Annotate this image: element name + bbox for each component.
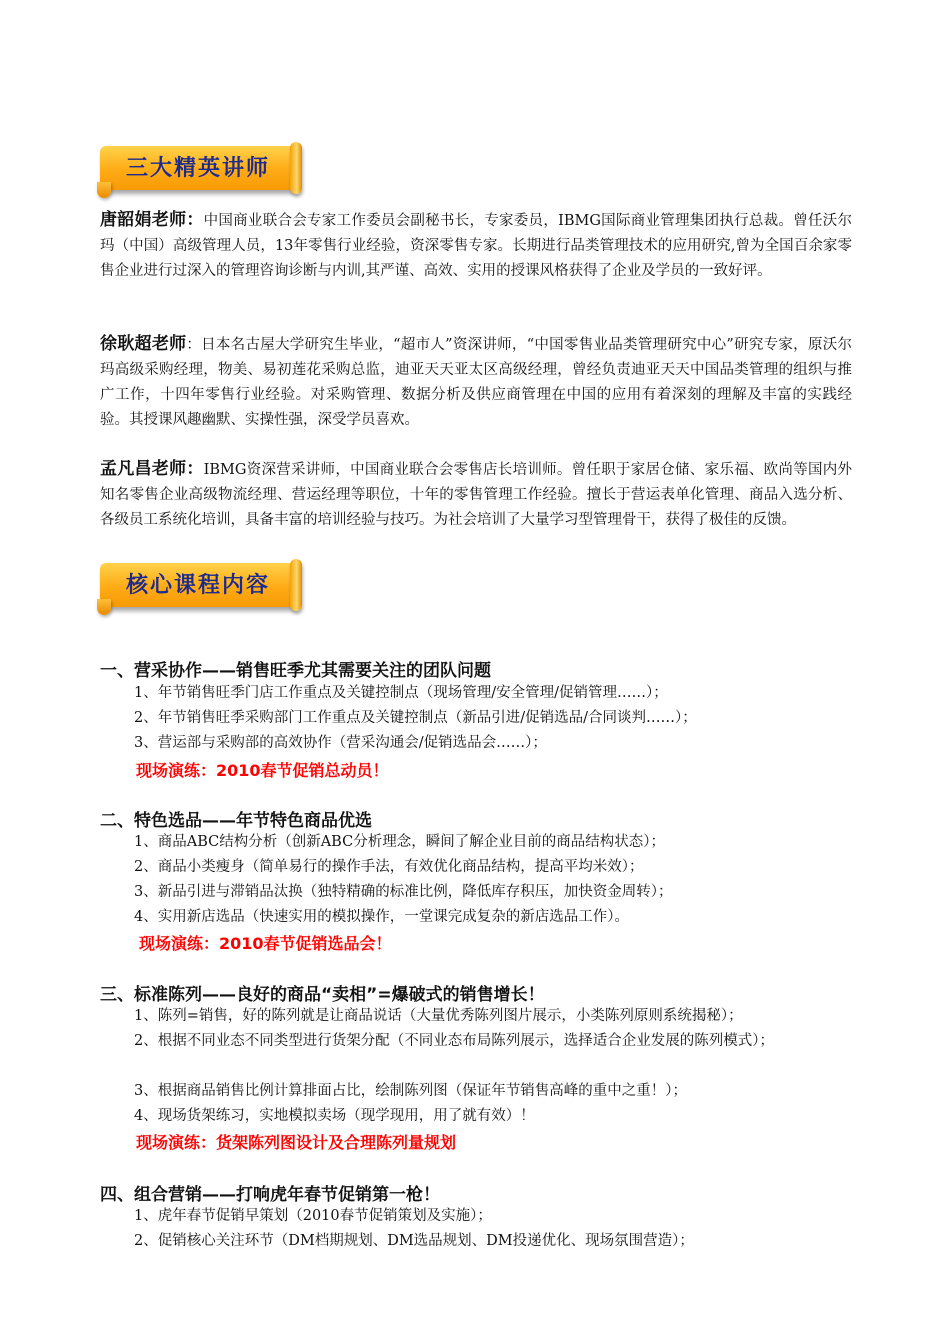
instructor-bio (100, 208, 852, 284)
instructor-name: 唐韶娟老师： (100, 210, 204, 230)
module-item: 3、营运部与采购部的高效协作（营采沟通会/促销选品会……）； (134, 735, 547, 751)
module-item: 2、年节销售旺季采购部门工作重点及关键控制点（新品引进/促销选品/合同谈判……）； (134, 710, 697, 726)
instructor-text: ：日本名古屋大学研究生毕业，“超市人”资深讲师，“中国零售业品类管理研究中心”研究专家，原沃尔玛高级采购经理，物美、易初莲花采购总监，迪亚天天亚太区高级经理，曾经负责迪亚天天中国品类管理的组织与推广工作，十四年零售行业经验。对采购管理、数据分析及供应商管理在中国的应用有着深刻的理解及丰富的实践经验。其授课风趣幽默、实操性强，深受学员喜欢。 (100, 337, 852, 428)
instructor-bio (100, 332, 852, 433)
instructors-banner (100, 142, 302, 202)
module-title: 三、标准陈列——良好的商品“卖相”=爆破式的销售增长！ (100, 985, 545, 1005)
module-item: 1、陈列=销售，好的陈列就是让商品说话（大量优秀陈列图片展示，小类陈列原则系统揭秘）； (134, 1008, 743, 1024)
instructor-text: IBMG资深营采讲师，中国商业联合会零售店长培训师。曾任职于家居仓储、家乐福、欧尚等国内外知名零售企业高级物流经理、营运经理等职位，十年的零售管理工作经验。擅长于营运表单化管理、商品入选分析、各级员工系统化培训，具备丰富的培训经验与技巧。为社会培训了大量学习型管理骨干，获得了极佳的反馈。 (100, 462, 853, 528)
practice-exercise: 现场演练：2010春节促销选品会！ (139, 934, 392, 953)
module-item: 3、根据商品销售比例计算排面占比，绘制陈列图（保证年节销售高峰的重中之重！）； (134, 1083, 687, 1099)
instructor-text: 中国商业联合会专家工作委员会副秘书长，专家委员，IBMG国际商业管理集团执行总裁。曾任沃尔玛（中国）高级管理人员，13年零售行业经验，资深零售专家。长期进行品类管理技术的应用研究,曾为全国百余家零售企业进行过深入的管理咨询诊断与内训,其严谨、高效、实用的授课风格获得了企业及学员的一致好评。 (100, 213, 853, 279)
course-banner (100, 559, 302, 619)
module-title: 四、组合营销——打响虎年春节促销第一枪！ (100, 1185, 440, 1205)
module-item: 1、商品ABC结构分析（创新ABC分析理念，瞬间了解企业目前的商品结构状态）； (134, 834, 665, 850)
module-item: 4、实用新店选品（快速实用的模拟操作，一堂课完成复杂的新店选品工作）。 (134, 909, 629, 925)
banner-title: 核心课程内容 (125, 572, 270, 598)
instructor-bio (100, 457, 852, 533)
module-item: 1、年节销售旺季门店工作重点及关键控制点（现场管理/安全管理/促销管理……）； (134, 685, 668, 701)
module-item: 2、根据不同业态不同类型进行货架分配（不同业态布局陈列展示，选择适合企业发展的陈列模式）； (134, 1033, 774, 1049)
module-item: 2、促销核心关注环节（DM档期规划、DM选品规划、DM投递优化、现场氛围营造）； (134, 1233, 694, 1249)
practice-exercise: 现场演练：货架陈列图设计及合理陈列量规划 (136, 1133, 457, 1152)
module-item: 4、现场货架练习，实地模拟卖场（现学现用，用了就有效）！ (134, 1108, 535, 1124)
practice-exercise: 现场演练：2010春节促销总动员！ (136, 761, 389, 780)
module-title: 一、营采协作——销售旺季尤其需要关注的团队问题 (100, 661, 491, 681)
banner-title: 三大精英讲师 (125, 155, 270, 181)
module-item: 3、新品引进与滞销品汰换（独特精确的标准比例，降低库存积压，加快资金周转）； (134, 884, 673, 900)
module-item: 2、商品小类瘦身（简单易行的操作手法，有效优化商品结构，提高平均米效）； (134, 859, 644, 875)
module-item: 1、虎年春节促销早策划（2010春节促销策划及实施）； (134, 1208, 492, 1224)
module-title: 二、特色选品——年节特色商品优选 (100, 811, 372, 831)
instructor-name: 徐耿超老师 (100, 334, 187, 354)
instructor-name: 孟凡昌老师： (100, 459, 204, 479)
